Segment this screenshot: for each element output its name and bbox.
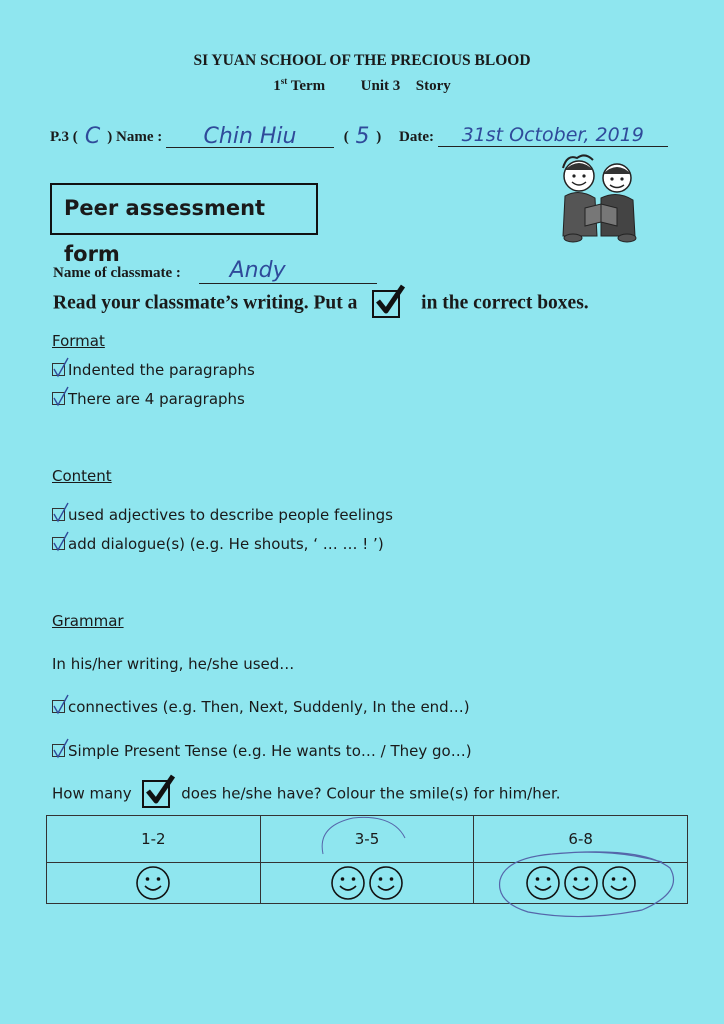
- number-open: (: [343, 129, 349, 145]
- name-field[interactable]: [166, 122, 334, 148]
- classmate-name-field[interactable]: [199, 258, 377, 284]
- content-heading: Content: [52, 467, 112, 485]
- classmate-line: [53, 258, 377, 284]
- smile-cell-3-5[interactable]: [260, 863, 474, 904]
- question-before: How many: [52, 784, 132, 803]
- score-range-cell: 6-8: [474, 816, 688, 863]
- date-label: Date:: [399, 129, 434, 145]
- school-name: SI YUAN SCHOOL OF THE PRECIOUS BLOOD: [193, 52, 531, 69]
- term-line: [0, 76, 724, 95]
- classmate-label: Name of classmate :: [53, 265, 181, 281]
- student-info-line: [50, 122, 668, 148]
- grammar-item: [52, 742, 472, 760]
- score-range-cell: 3-5: [260, 816, 474, 863]
- question-after: does he/she have? Colour the smile(s) for him/her.: [181, 784, 561, 803]
- smiley-icon[interactable]: [330, 865, 366, 901]
- tick-box-icon: [142, 780, 170, 808]
- date-field[interactable]: [438, 124, 668, 147]
- name-label: ) Name :: [107, 129, 163, 145]
- name-value: Chin Hiu: [203, 124, 297, 149]
- tick-box-icon: [372, 290, 400, 318]
- form-title: Peer assessment form: [64, 196, 266, 266]
- format-item: [52, 390, 245, 408]
- format-checkbox-2[interactable]: [52, 392, 65, 405]
- grammar-checkbox-2[interactable]: [52, 744, 65, 757]
- term-word: Term: [287, 78, 326, 94]
- form-title-box: [50, 183, 318, 266]
- format-item-text: Indented the paragraphs: [68, 361, 255, 379]
- pen-circle-mark: [492, 846, 684, 920]
- format-item-text: There are 4 paragraphs: [68, 390, 245, 408]
- content-item-text: used adjectives to describe people feelings: [68, 506, 393, 524]
- grammar-checkbox-1[interactable]: [52, 700, 65, 713]
- term-suffix: st: [280, 76, 288, 86]
- class-label: P.3 (: [50, 129, 78, 145]
- content-checkbox-1[interactable]: [52, 508, 65, 521]
- content-checkbox-2[interactable]: [52, 537, 65, 550]
- format-heading: Format: [52, 332, 105, 350]
- reading-children-illustration: [555, 146, 647, 246]
- content-item: [52, 535, 384, 553]
- instruction-after: in the correct boxes.: [421, 292, 589, 314]
- story-label: Story: [415, 78, 451, 94]
- smiley-icon[interactable]: [368, 865, 404, 901]
- format-checkbox-1[interactable]: [52, 363, 65, 376]
- instruction-before: Read your classmate’s writing. Put a: [53, 292, 358, 314]
- smiley-icon[interactable]: [135, 865, 171, 901]
- smile-cell-1-2[interactable]: [47, 863, 261, 904]
- grammar-item: [52, 698, 470, 716]
- classmate-name-value: Andy: [229, 258, 286, 283]
- score-range-cell: 1-2: [47, 816, 261, 863]
- grammar-item-text: connectives (e.g. Then, Next, Suddenly, In the end…): [68, 698, 470, 716]
- class-value[interactable]: C: [84, 124, 101, 149]
- format-item: [52, 361, 255, 379]
- grammar-heading: Grammar: [52, 612, 124, 630]
- date-value: 31st October, 2019: [461, 124, 644, 146]
- content-item-text: add dialogue(s) (e.g. He shouts, ‘ … … ! ’): [68, 535, 384, 553]
- content-item: [52, 506, 393, 524]
- unit-label: Unit 3: [360, 78, 401, 94]
- pen-arc-mark: [313, 814, 413, 862]
- number-close: ): [376, 129, 382, 145]
- number-value[interactable]: 5: [355, 124, 370, 149]
- grammar-intro: In his/her writing, he/she used…: [52, 655, 295, 673]
- question-line: [52, 780, 561, 808]
- term-ordinal: 1: [273, 78, 281, 94]
- grammar-item-text: Simple Present Tense (e.g. He wants to… / They go…): [68, 742, 472, 760]
- instruction-line: [53, 290, 589, 318]
